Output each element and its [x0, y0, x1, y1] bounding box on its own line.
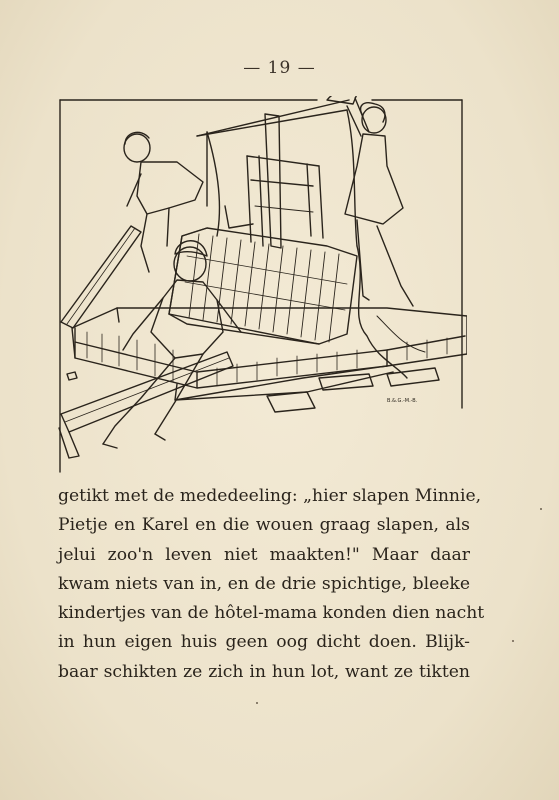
pole — [197, 100, 349, 136]
text-line: baar schikten ze zich in hun lot, want ze tikten — [58, 661, 470, 682]
body-text — [58, 482, 485, 687]
paper-speck — [540, 508, 542, 510]
illustration-children-building-tent — [57, 96, 467, 476]
text-line: Pietje en Karel en die wouen graag slapen, als — [58, 515, 470, 536]
text-line: in hun eigen huis geen oog dicht doen. Blijk- — [58, 632, 470, 653]
paper-speck — [512, 640, 514, 642]
page-number: — 19 — — [243, 58, 316, 78]
text-line: getikt met de mededeeling: „hier slapen Minnie, — [58, 486, 482, 506]
text-line: jelui zoo'n leven niet maakten!" Maar daar — [58, 544, 470, 565]
artist-monogram: B.&.G.-M.-B. — [387, 398, 418, 404]
text-line: kindertjes van de hôtel-mama konden dien nacht — [58, 603, 485, 624]
paper-speck — [256, 702, 258, 704]
child-left — [61, 132, 203, 328]
child-seated — [59, 241, 241, 458]
text-line: kwam niets van in, en de drie spichtige, bleeke — [58, 573, 470, 594]
